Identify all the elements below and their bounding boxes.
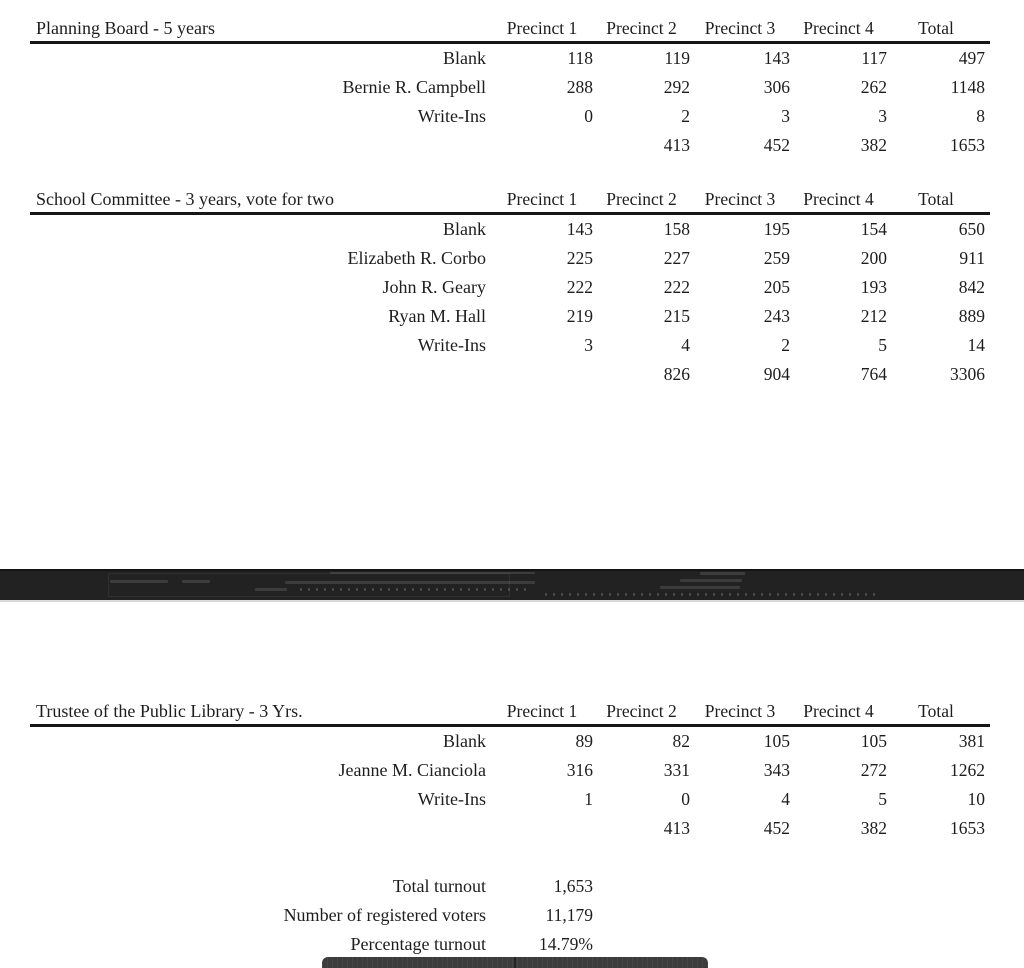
vote-count: 904: [763, 364, 790, 384]
table-row: [30, 273, 990, 302]
vote-count: 3306: [950, 364, 985, 384]
vote-count: 259: [763, 248, 790, 268]
vote-count: 205: [763, 277, 790, 297]
vote-count: 262: [860, 77, 887, 97]
vote-count: 222: [663, 277, 690, 297]
ghost-table-outline: [108, 573, 510, 597]
vote-count: 911: [959, 248, 985, 268]
ghost-text-line: [660, 586, 740, 589]
summary-value: 14.79%: [539, 934, 593, 954]
table-title: Planning Board - 5 years: [36, 18, 215, 38]
column-header: Precinct 1: [506, 18, 578, 38]
column-header: Precinct 2: [606, 189, 677, 209]
vote-count: 316: [566, 760, 593, 780]
summary-value: 11,179: [545, 905, 593, 925]
row-label: Bernie R. Campbell: [342, 77, 486, 97]
vote-count: 5: [878, 789, 887, 809]
summary-label: Total turnout: [392, 876, 486, 896]
vote-count: 195: [763, 219, 790, 239]
vote-count: 413: [663, 818, 690, 838]
vote-count: 154: [860, 219, 887, 239]
vote-count: 1148: [950, 77, 985, 97]
vote-count: 105: [763, 731, 790, 751]
summary-label: Percentage turnout: [350, 934, 486, 954]
column-header: Total: [918, 18, 954, 38]
ghost-number-row: [300, 588, 530, 591]
vote-count: 3: [584, 335, 593, 355]
vote-count: 14: [967, 335, 985, 355]
vote-count: 4: [681, 335, 690, 355]
vote-count: 2: [681, 106, 690, 126]
vote-count: 842: [958, 277, 985, 297]
table-header-row: [30, 696, 990, 727]
vote-count: 331: [663, 760, 690, 780]
bottom-dark-buttons: [322, 957, 708, 968]
row-label: Blank: [443, 731, 486, 751]
vote-count: 382: [860, 135, 887, 155]
column-header: Precinct 4: [803, 189, 874, 209]
vote-count: 227: [663, 248, 690, 268]
column-header: Precinct 1: [506, 701, 578, 721]
vote-count: 119: [664, 48, 690, 68]
column-header: Total: [918, 701, 954, 721]
vote-count: 225: [566, 248, 593, 268]
vote-count: 3: [878, 106, 887, 126]
table-row: [30, 244, 990, 273]
table-row: [30, 331, 990, 360]
vote-count: 222: [566, 277, 593, 297]
table-row: [30, 73, 990, 102]
ghost-text-line: [330, 572, 535, 574]
row-label: Write-Ins: [417, 789, 486, 809]
table-row: [30, 727, 990, 756]
vote-count: 889: [958, 306, 985, 326]
vote-count: 497: [958, 48, 985, 68]
summary-row: [30, 930, 990, 959]
summary-row: [30, 872, 990, 901]
ghost-text-line: [285, 581, 535, 584]
row-label: Blank: [443, 219, 486, 239]
page-separator-band: [0, 569, 1024, 602]
table-header-row: [30, 184, 990, 215]
vote-count: 82: [672, 731, 690, 751]
vote-count: 272: [860, 760, 887, 780]
turnout-summary: [30, 872, 990, 959]
summary-label: Number of registered voters: [283, 905, 486, 925]
vote-count: 764: [860, 364, 887, 384]
vote-count: 143: [763, 48, 790, 68]
column-header: Precinct 4: [803, 18, 874, 38]
column-header: Total: [918, 189, 954, 209]
vote-count: 8: [976, 106, 985, 126]
table-header-row: [30, 13, 990, 44]
row-label: Elizabeth R. Corbo: [347, 248, 486, 268]
vote-count: 382: [860, 818, 887, 838]
vote-count: 215: [663, 306, 690, 326]
vote-count: 1653: [950, 818, 985, 838]
vote-count: 288: [566, 77, 593, 97]
summary-row: [30, 901, 990, 930]
table-library-trustee: [30, 696, 990, 843]
table-row: [30, 814, 990, 843]
column-header: Precinct 1: [506, 189, 578, 209]
row-label: Blank: [443, 48, 486, 68]
vote-count: 343: [763, 760, 790, 780]
column-header: Precinct 2: [606, 701, 677, 721]
vote-count: 5: [878, 335, 887, 355]
vote-count: 212: [860, 306, 887, 326]
vote-count: 3: [781, 106, 790, 126]
column-header: Precinct 3: [704, 18, 776, 38]
vote-count: 158: [663, 219, 690, 239]
ghost-text-line: [680, 579, 742, 582]
table-body: [30, 44, 990, 160]
vote-count: 117: [861, 48, 887, 68]
vote-count: 10: [967, 789, 985, 809]
table-body: [30, 215, 990, 389]
column-header: Precinct 4: [803, 701, 874, 721]
vote-count: 1262: [950, 760, 985, 780]
ghost-text-line: [110, 580, 168, 583]
table-body: [30, 727, 990, 843]
vote-count: 0: [584, 106, 593, 126]
vote-count: 219: [566, 306, 593, 326]
vote-count: 143: [566, 219, 593, 239]
dark-button-right[interactable]: [514, 957, 708, 968]
vote-count: 0: [681, 789, 690, 809]
vote-count: 413: [663, 135, 690, 155]
table-title: Trustee of the Public Library - 3 Yrs.: [36, 701, 303, 721]
vote-count: 381: [958, 731, 985, 751]
table-row: [30, 302, 990, 331]
vote-count: 243: [763, 306, 790, 326]
vote-count: 193: [860, 277, 887, 297]
ghost-text-line: [182, 580, 210, 583]
column-header: Precinct 2: [606, 18, 677, 38]
summary-value: 1,653: [553, 876, 593, 896]
table-planning-board: [30, 13, 990, 160]
vote-count: 200: [860, 248, 887, 268]
row-label: Ryan M. Hall: [388, 306, 486, 326]
table-row: [30, 756, 990, 785]
ghost-text-line: [700, 572, 745, 575]
vote-count: 1: [584, 789, 593, 809]
ghost-text-line: [255, 588, 287, 591]
table-title: School Committee - 3 years, vote for two: [36, 189, 334, 209]
vote-count: 4: [781, 789, 790, 809]
dark-button-left[interactable]: [322, 957, 514, 968]
row-label: Jeanne M. Cianciola: [338, 760, 486, 780]
vote-count: 105: [860, 731, 887, 751]
table-row: [30, 215, 990, 244]
table-row: [30, 102, 990, 131]
column-header: Precinct 3: [704, 701, 776, 721]
vote-count: 89: [575, 731, 593, 751]
vote-count: 2: [781, 335, 790, 355]
table-row: [30, 44, 990, 73]
table-school-committee: [30, 184, 990, 389]
vote-count: 452: [763, 818, 790, 838]
vote-count: 1653: [950, 135, 985, 155]
table-row: [30, 785, 990, 814]
vote-count: 118: [567, 48, 593, 68]
table-row: [30, 360, 990, 389]
vote-count: 306: [763, 77, 790, 97]
vote-count: 826: [663, 364, 690, 384]
vote-count: 452: [763, 135, 790, 155]
ghost-number-row: [545, 593, 875, 596]
row-label: Write-Ins: [417, 335, 486, 355]
column-header: Precinct 3: [704, 189, 776, 209]
row-label: John R. Geary: [382, 277, 486, 297]
vote-count: 292: [663, 77, 690, 97]
vote-count: 650: [958, 219, 985, 239]
row-label: Write-Ins: [417, 106, 486, 126]
table-row: [30, 131, 990, 160]
